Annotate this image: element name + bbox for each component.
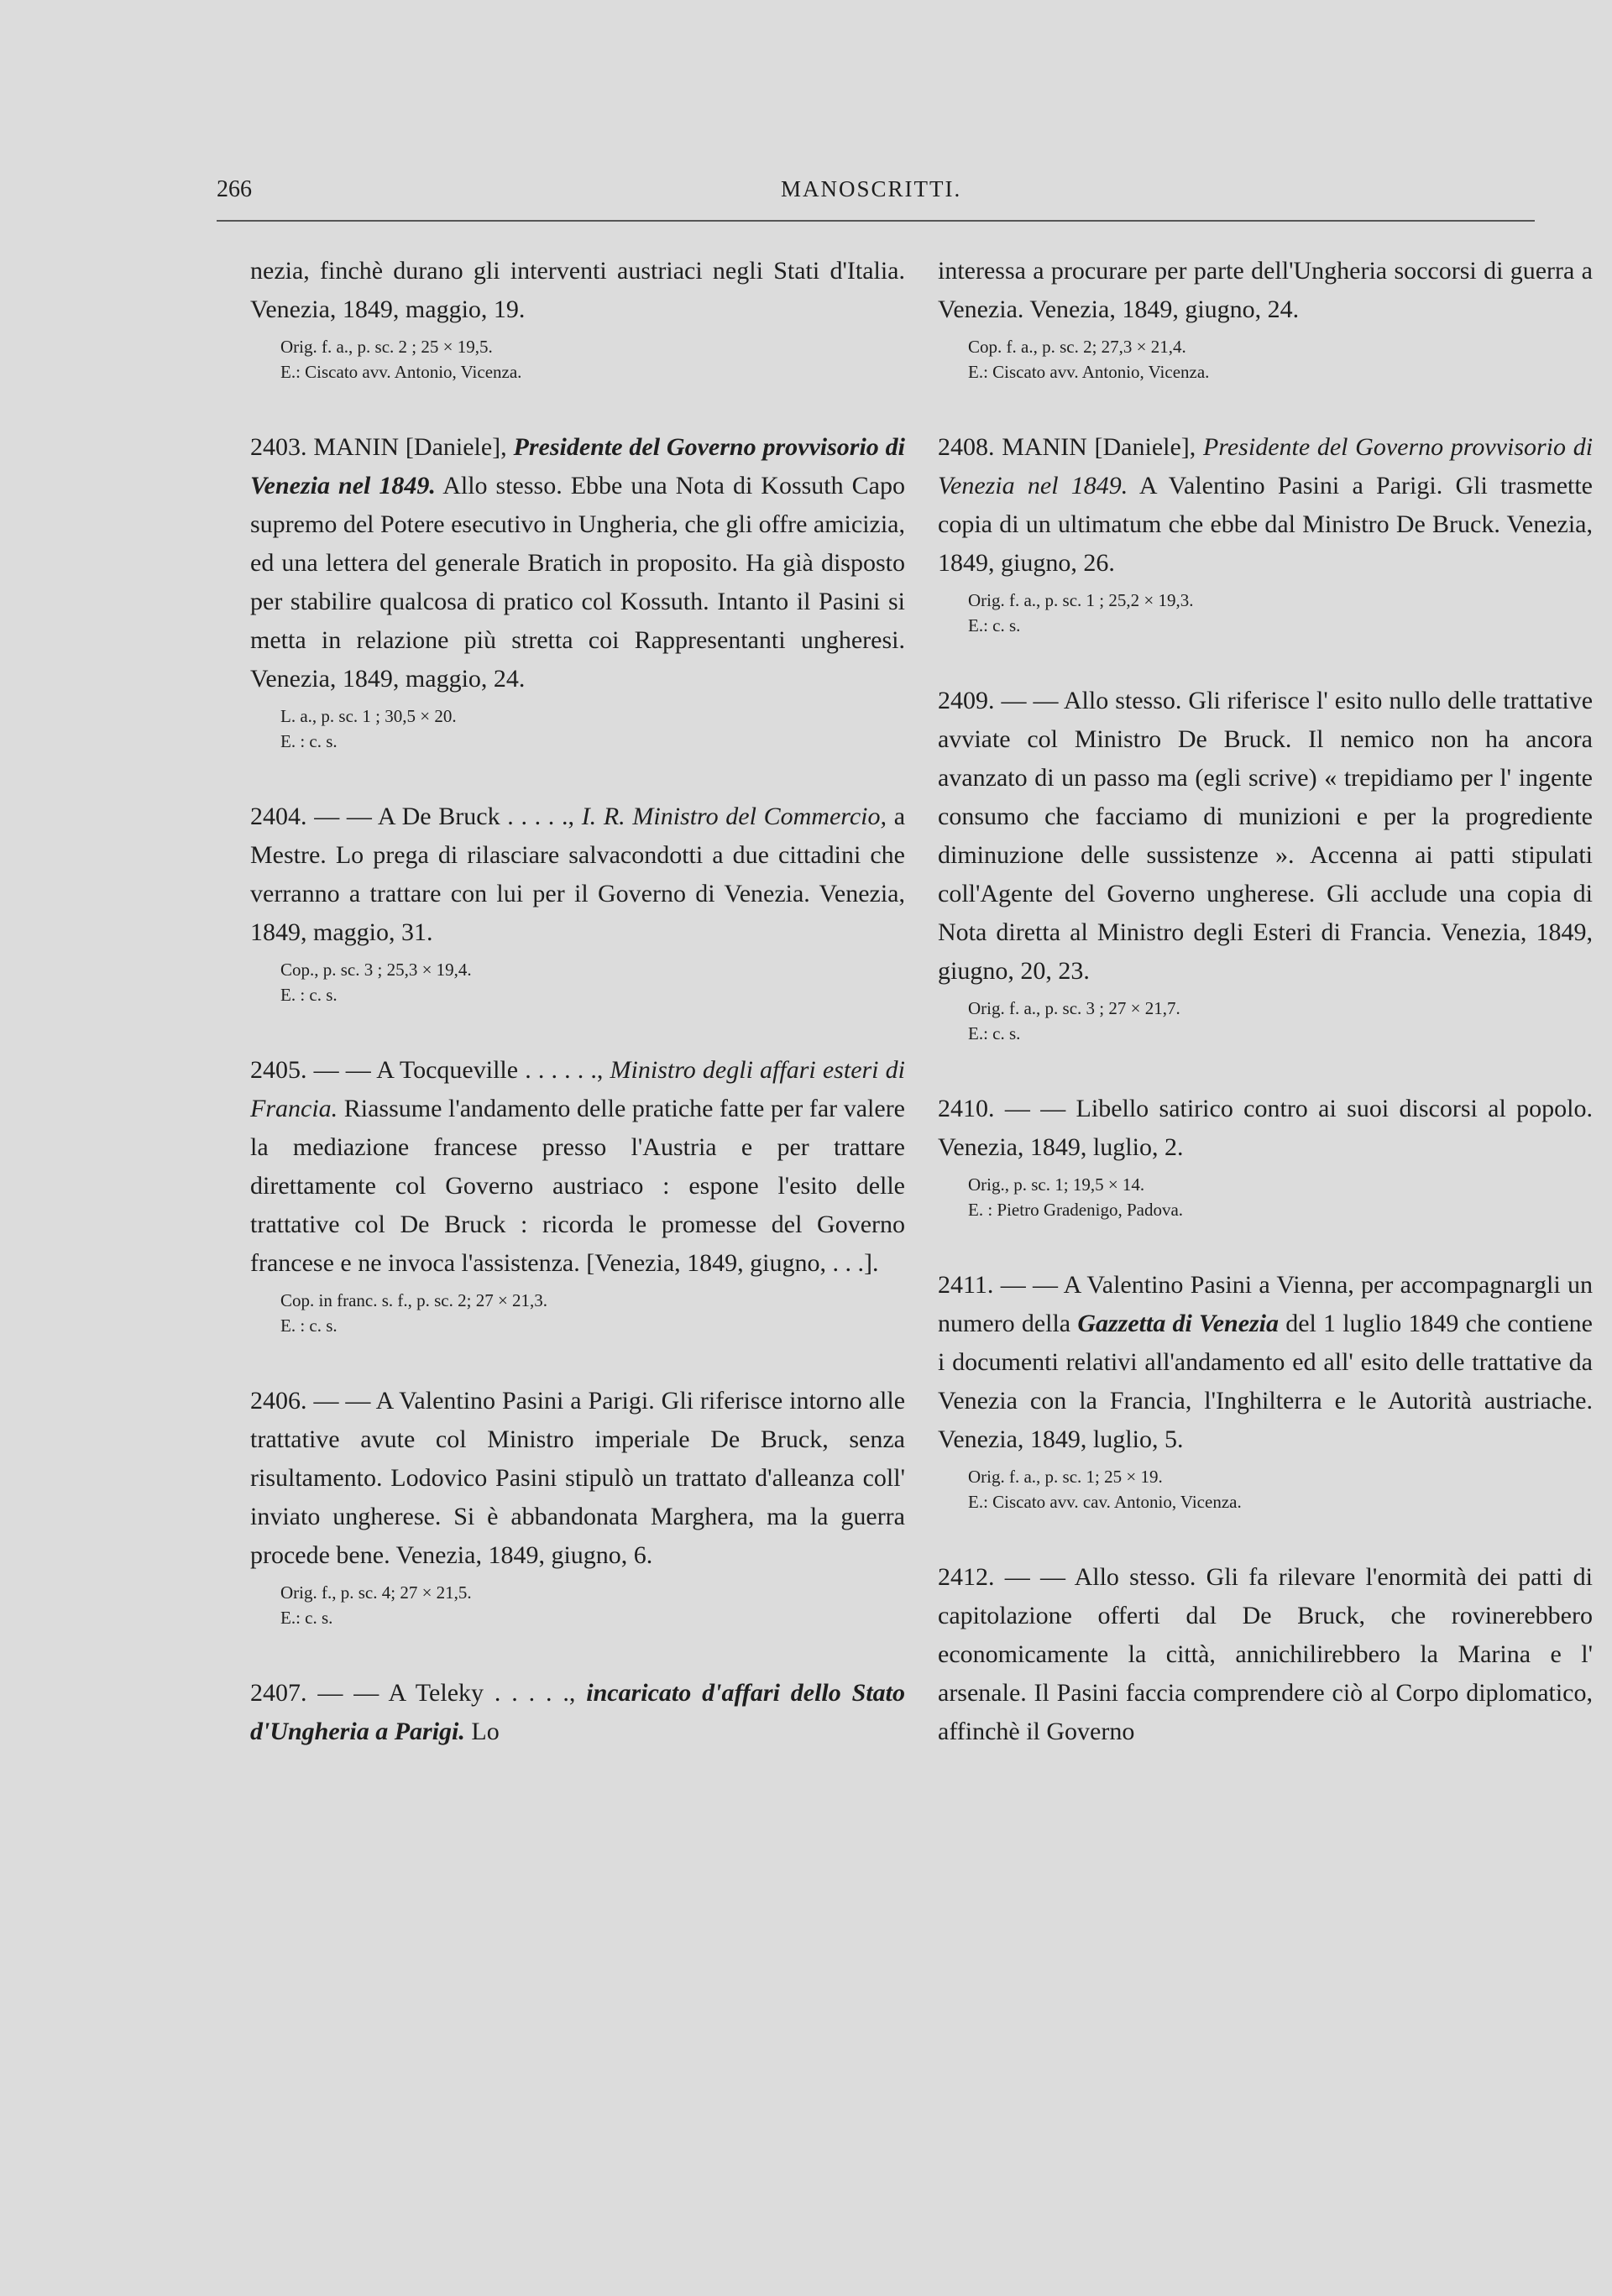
entry-number: 2410.: [938, 1095, 995, 1122]
entry-meta: [968, 996, 1593, 1046]
entry-text: Allo stesso. Ebbe una Nota di Kossuth Capo supremo del Potere esecutivo in Ungheria, che gli offre amicizia, ed una lettera del generale Bratich in proposito. Ha già disposto per stabilire qualcosa di pratico col Kossuth. Intanto il Pasini si metta in relazione più stretta coi Rappresentanti ungheresi. Venezia, 1849, maggio, 24.: [250, 472, 905, 693]
entry-author: MANIN [Daniele],: [313, 433, 507, 461]
entry-text: interessa a procurare per parte dell'Ungheria soccorsi di guerra a Venezia. Venezia, 1849, giugno, 24.: [938, 257, 1593, 323]
entry-number: 2403.: [250, 433, 307, 461]
entry-author: — — Allo stesso.: [1004, 1563, 1196, 1591]
entry-text: Gli riferisce intorno alle trattative avute col Ministro imperiale De Bruck, senza risultamento. Lodovico Pasini stipulò un trattato d'alleanza coll' inviato ungherese. Si è abbandonata Marghera, ma la guerra procede bene. Venezia, 1849, giugno, 6.: [250, 1387, 906, 1569]
catalog-entry: [250, 428, 905, 754]
entry-body: [938, 428, 1593, 583]
entry-meta: [968, 588, 1593, 638]
meta-line: E.: c. s.: [280, 1608, 333, 1628]
entry-author: — — Allo stesso.: [1001, 687, 1182, 714]
meta-line: Orig. f., p. sc. 4; 27 × 21,5.: [280, 1582, 472, 1603]
entry-meta: [968, 1464, 1593, 1514]
entry-text: nezia, finchè durano gli interventi austriaci negli Stati d'Italia. Venezia, 1849, maggio, 19.: [250, 257, 905, 323]
meta-line: E.: c. s.: [968, 615, 1021, 635]
continuation-entry: [938, 252, 1593, 384]
entry-body: [250, 428, 905, 698]
meta-line: L. a., p. sc. 1 ; 30,5 × 20.: [280, 706, 457, 726]
entry-title: Ministro degli affari esteri di Francia.: [250, 1056, 905, 1122]
entry-title: incaricato d'affari dello Stato d'Ungheria a Parigi.: [250, 1679, 905, 1745]
catalog-entry: [938, 1558, 1593, 1751]
entry-meta: [968, 1172, 1593, 1222]
entry-number: 2405.: [250, 1056, 307, 1084]
entry-text: Gli riferisce l' esito nullo delle trattative avviate col Ministro De Bruck. Il nemico non ha ancora avanzato di un passo ma (egli scrive) « trepidiamo per l' ingente consumo che facciamo di munizioni e per la progrediente diminuzione delle sussistenze ». Accenna ai patti stipulati coll'Agente del Governo ungherese. Gli acclude una copia di Nota diretta al Ministro degli Esteri di Francia. Venezia, 1849, giugno, 20, 23.: [938, 687, 1594, 985]
entry-meta: [280, 334, 905, 384]
entry-number: 2406.: [250, 1387, 307, 1415]
meta-line: E. : c. s.: [280, 731, 338, 751]
entry-body: [938, 1090, 1593, 1167]
entry-number: 2404.: [250, 803, 307, 830]
catalog-entry: [938, 1266, 1593, 1514]
catalog-entry: [250, 1674, 905, 1751]
entry-author: — — A Valentino Pasini a Parigi.: [313, 1387, 655, 1415]
entry-body: [250, 1051, 905, 1283]
catalog-entry: [250, 1051, 905, 1338]
catalog-entry: [250, 798, 905, 1007]
entry-number: 2408.: [938, 433, 995, 461]
entry-author: MANIN [Daniele],: [1002, 433, 1196, 461]
catalog-entry: [938, 1090, 1593, 1222]
entry-body: [938, 1558, 1593, 1751]
entry-meta: [280, 703, 905, 754]
meta-line: E. : c. s.: [280, 1315, 338, 1336]
left-column: [250, 252, 905, 1795]
meta-line: E.: c. s.: [968, 1023, 1021, 1043]
entry-body: [938, 1266, 1593, 1459]
entry-author: — — A Tocqueville . . . . . .,: [313, 1056, 604, 1084]
entry-author: — — A Teleky . . . . .,: [317, 1679, 576, 1707]
entry-text: a Mestre. Lo prega di rilasciare salvacondotti a due cittadini che verranno a trattare con lui per il Governo di Venezia. Venezia, 1849, maggio, 31.: [250, 803, 906, 946]
meta-line: Cop., p. sc. 3 ; 25,3 × 19,4.: [280, 960, 472, 980]
header-rule: [217, 220, 1535, 222]
meta-line: Orig. f. a., p. sc. 1; 25 × 19.: [968, 1467, 1163, 1487]
meta-line: Cop. in franc. s. f., p. sc. 2; 27 × 21,3.: [280, 1290, 548, 1310]
entry-meta: [968, 334, 1593, 384]
entry-number: 2412.: [938, 1563, 995, 1591]
entry-author: — — A Valentino Pasini a Vienna, per accompagnargli un numero della: [938, 1271, 1594, 1337]
entry-number: 2407.: [250, 1679, 307, 1707]
running-title: MANOSCRITTI.: [781, 176, 962, 201]
entry-title: Presidente del Governo provvisorio di Venezia nel 1849.: [938, 433, 1594, 499]
entry-text: A Valentino Pasini a Parigi. Gli trasmette copia di un ultimatum che ebbe dal Ministro De Bruck. Venezia, 1849, giugno, 26.: [938, 472, 1593, 577]
entry-number: 2411.: [938, 1271, 994, 1299]
meta-line: Cop. f. a., p. sc. 2; 27,3 × 21,4.: [968, 337, 1186, 357]
entry-body: [938, 682, 1593, 991]
meta-line: E.: Ciscato avv. Antonio, Vicenza.: [280, 362, 522, 382]
entry-text: del 1 luglio 1849 che contiene i documenti relativi all'andamento ed all' esito delle trattative da Venezia con la Francia, l'Inghilterra e le Autorità austriache. Venezia, 1849, luglio, 5.: [938, 1310, 1593, 1453]
meta-line: E. : c. s.: [280, 985, 338, 1005]
catalog-entry: [250, 1382, 905, 1630]
entry-body: [250, 1382, 905, 1575]
entry-body: [250, 1674, 905, 1751]
meta-line: Orig., p. sc. 1; 19,5 × 14.: [968, 1174, 1145, 1195]
entry-author: — — Libello satirico contro ai suoi discorsi al popolo.: [1004, 1095, 1593, 1122]
entry-text: Riassume l'andamento delle pratiche fatte per far valere la mediazione francese presso l'Austria e per trattare direttamente col Governo austriaco : espone l'esito delle trattative col De Bruck : ricorda le promesse del Governo francese e ne invoca l'assistenza. [Venezia, 1849, giugno, . . .].: [250, 1095, 905, 1277]
continuation-entry: [250, 252, 905, 384]
entry-body: [250, 798, 905, 952]
entry-meta: [280, 1288, 905, 1338]
entry-title: Gazzetta di Venezia: [1077, 1310, 1280, 1337]
meta-line: E. : Pietro Gradenigo, Padova.: [968, 1200, 1184, 1220]
meta-line: E.: Ciscato avv. cav. Antonio, Vicenza.: [968, 1492, 1242, 1512]
entry-text: Lo: [471, 1718, 500, 1745]
page-number: 266: [217, 176, 252, 202]
catalog-entry: [938, 428, 1593, 638]
meta-line: Orig. f. a., p. sc. 3 ; 27 × 21,7.: [968, 998, 1180, 1018]
meta-line: Orig. f. a., p. sc. 2 ; 25 × 19,5.: [280, 337, 493, 357]
entry-text: Venezia, 1849, luglio, 2.: [938, 1133, 1184, 1161]
entry-meta: [280, 957, 905, 1007]
entry-number: 2409.: [938, 687, 995, 714]
entry-text: Gli fa rilevare l'enormità dei patti di capitolazione offerti dal De Bruck, che rovinerebbero economicamente la città, annichilirebbero la Marina e l' arsenale. Il Pasini faccia comprendere ciò al Corpo diplomatico, affinchè il Governo: [938, 1563, 1594, 1745]
entry-meta: [280, 1580, 905, 1630]
entry-title: Presidente del Governo provvisorio di Venezia nel 1849.: [250, 433, 905, 499]
meta-line: Orig. f. a., p. sc. 1 ; 25,2 × 19,3.: [968, 590, 1194, 610]
entry-title: I. R. Ministro del Commercio,: [581, 803, 887, 830]
meta-line: E.: Ciscato avv. Antonio, Vicenza.: [968, 362, 1210, 382]
right-column: [938, 252, 1593, 1795]
catalog-entry: [938, 682, 1593, 1046]
entry-author: — — A De Bruck . . . . .,: [314, 803, 574, 830]
